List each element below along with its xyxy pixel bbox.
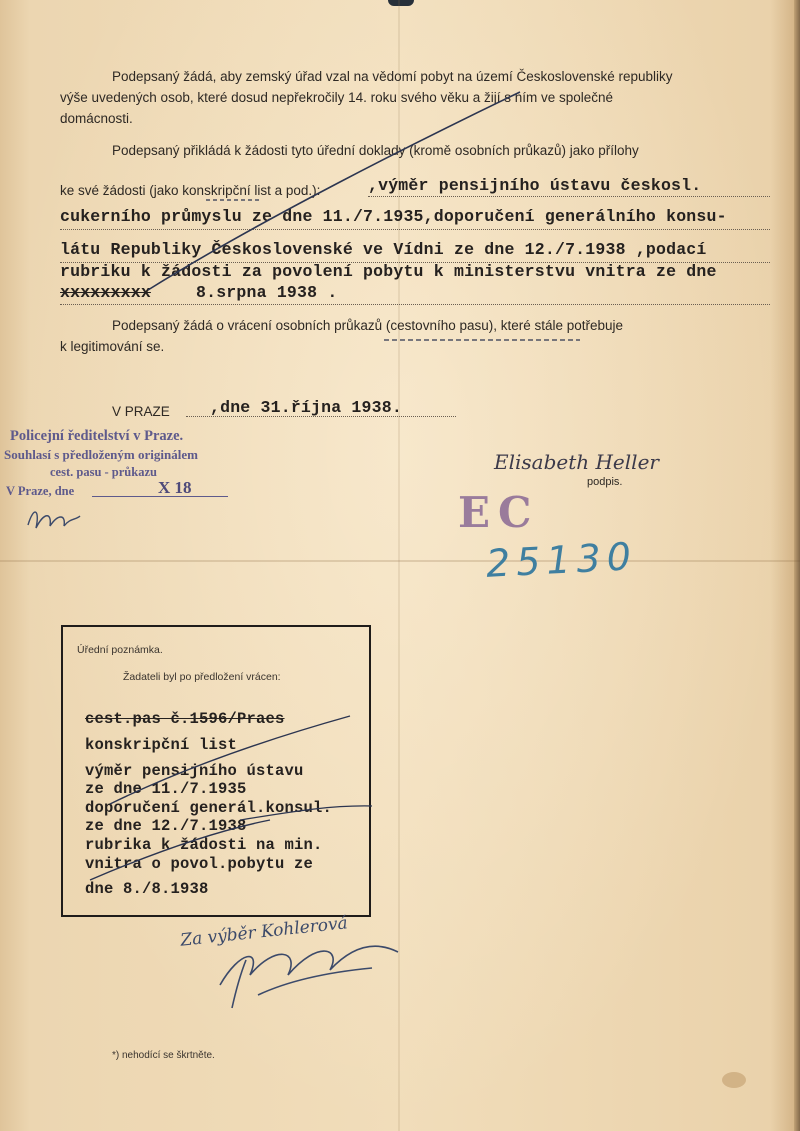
typed-line4: rubriku k žádosti za povolení pobytu k ministerstvu vnitra ze dne: [60, 262, 717, 281]
cross-out-stroke: [148, 92, 520, 290]
police-stamp-line3: cest. pasu - průkazu: [50, 465, 157, 479]
note-item: rubrika k žádosti na min.: [85, 836, 323, 854]
typed-line2: cukerního průmyslu ze dne 11./7.1935,doporučení generálního konsu-: [60, 207, 727, 226]
paragraph1-line3: domácnosti.: [60, 111, 133, 126]
note-item: dne 8./8.1938: [85, 880, 209, 898]
note-item: výměr pensijního ústavu: [85, 762, 304, 780]
official-note-subtitle: Žadateli byl po předložení vrácen:: [123, 671, 281, 683]
initials-stroke: [28, 512, 80, 528]
paragraph1-line1: Podepsaný žádá, aby zemský úřad vzal na vědomí pobyt na území Československé republiky: [112, 69, 673, 84]
police-stamp-line1: Policejní ředitelství v Praze.: [10, 428, 184, 444]
place-label: V PRAZE: [112, 404, 170, 419]
note-item: konskripční list: [85, 736, 238, 754]
scribble-signature: [220, 946, 398, 1008]
signature-label: podpis.: [587, 476, 623, 488]
typed-line1: ,výměr pensijního ústavu českosl.: [368, 176, 702, 195]
box-cross-stroke: [90, 820, 270, 880]
note-item: vnitra o povol.pobytu ze: [85, 855, 314, 873]
police-stamp-line2: Souhlasí s předloženým originálem: [4, 447, 198, 462]
official-note-title: Úřední poznámka.: [77, 644, 163, 656]
typed-date: ,dne 31.října 1938.: [210, 398, 402, 417]
box-cross-stroke: [240, 806, 372, 820]
paragraph3-line1: Podepsaný žádá o vrácení osobních průkazů (cestovního pasu), které stále potřebuje: [112, 318, 624, 333]
ec-stamp: EC: [458, 488, 540, 537]
typed-line5: 8.srpna 1938 .: [196, 283, 338, 302]
box-cross-stroke: [110, 716, 350, 804]
paragraph2-line1: Podepsaný přikládá k žádosti tyto úřední doklady (kromě osobních průkazů) jako přílohy: [112, 143, 639, 158]
footnote: *) nehodící se škrtněte.: [112, 1050, 215, 1061]
note-item: ze dne 11./7.1935: [85, 780, 247, 798]
typed-struck-word: xxxxxxxxx: [60, 283, 151, 302]
stain: [722, 1072, 746, 1088]
police-stamp-line4-prefix: V Praze, dne: [6, 484, 75, 498]
paragraph3-line2: k legitimování se.: [60, 339, 165, 354]
paragraph1-line2: výše uvedených osob, které dosud nepřekročily 14. roku svého věku a žijí s ním ve společné: [60, 90, 614, 105]
handwritten-note: Za výběr Kohlerová: [179, 913, 349, 951]
paragraph2-line2-prefix: ke své žádosti (jako konskripční list a pod.):: [60, 183, 321, 198]
note-item: ze dne 12./7.1938: [85, 817, 247, 835]
file-number: 25130: [484, 534, 638, 586]
typed-line3: látu Republiky Československé ve Vídni ze dne 12./7.1938 ,podací: [60, 240, 707, 259]
note-item: doporučení generál.konsul.: [85, 799, 333, 817]
note-item: cest.pas č.1596/Praes: [85, 710, 285, 728]
police-stamp-date: X 18: [158, 478, 192, 497]
handwritten-signature: Elisabeth Heller: [494, 450, 659, 474]
